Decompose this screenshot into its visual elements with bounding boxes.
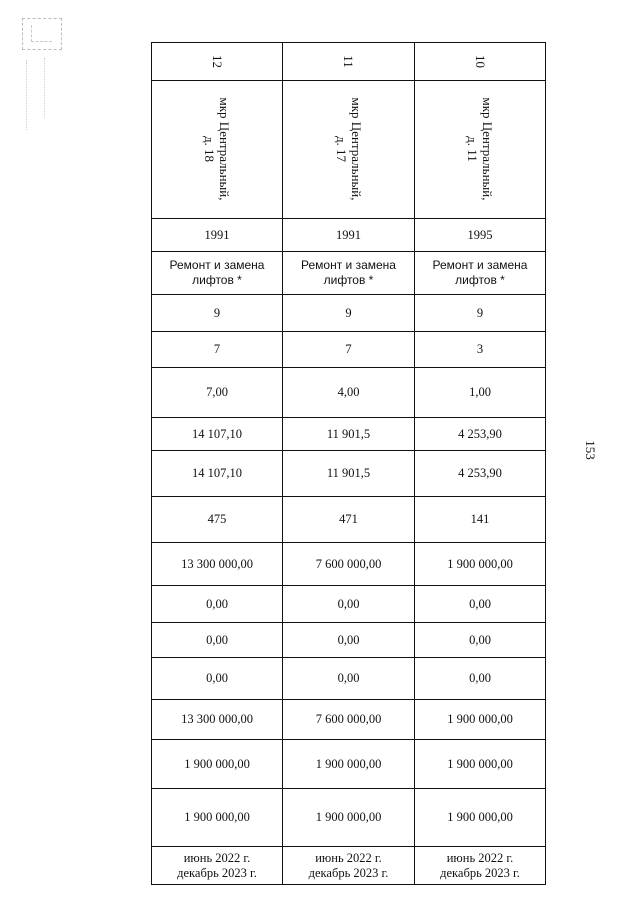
scan-stamp-mark	[22, 18, 62, 50]
cell-number: 11	[283, 43, 415, 81]
row-lifts	[152, 368, 546, 418]
cell-work-type	[415, 252, 546, 295]
cell-fund-a: 0,00	[152, 586, 283, 623]
cell-entrances: 7	[283, 332, 415, 368]
period-end: декабрь 2023 г.	[440, 865, 520, 880]
cell-area-living: 4 253,90	[415, 451, 546, 497]
cell-unit-cost: 1 900 000,00	[152, 740, 283, 789]
work-type-line1: Ремонт и замена	[301, 258, 396, 272]
cell-number: 12	[152, 43, 283, 81]
scan-artifact	[44, 58, 48, 118]
scan-stamp-inner	[31, 25, 52, 42]
cell-cost-total: 7 600 000,00	[283, 543, 415, 586]
cell-period	[283, 847, 415, 885]
page-number-text: 153	[583, 440, 598, 460]
cell-address: мкр Центральный, д. 11	[415, 81, 546, 219]
cell-fund-b: 0,00	[415, 623, 546, 658]
cell-fund-c: 0,00	[152, 658, 283, 700]
row-floors	[152, 295, 546, 332]
cell-period	[415, 847, 546, 885]
cell-work-type	[152, 252, 283, 295]
cell-address: мкр Центральный, д. 17	[283, 81, 415, 219]
work-type-line1: Ремонт и замена	[169, 258, 265, 272]
row-entrances	[152, 332, 546, 368]
cell-unit-cost-max: 1 900 000,00	[152, 789, 283, 847]
work-type-line2: лифтов *	[455, 273, 505, 287]
period-start: июнь 2022 г.	[183, 850, 251, 865]
cell-cost-total: 1 900 000,00	[415, 543, 546, 586]
cell-unit-cost-max: 1 900 000,00	[415, 789, 546, 847]
row-fund-a	[152, 586, 546, 623]
page-number	[578, 440, 602, 460]
cell-area-total: 11 901,5	[283, 418, 415, 451]
cell-cost-total: 13 300 000,00	[152, 543, 283, 586]
cell-lifts: 1,00	[415, 368, 546, 418]
row-address	[152, 81, 546, 219]
row-fund-owners	[152, 700, 546, 740]
row-fund-c	[152, 658, 546, 700]
row-area-total	[152, 418, 546, 451]
cell-year: 1991	[283, 219, 415, 252]
period-start: июнь 2022 г.	[446, 850, 514, 865]
cell-number: 10	[415, 43, 546, 81]
cell-lifts: 7,00	[152, 368, 283, 418]
cell-floors: 9	[415, 295, 546, 332]
cell-lifts: 4,00	[283, 368, 415, 418]
cell-year: 1995	[415, 219, 546, 252]
cell-unit-cost: 1 900 000,00	[415, 740, 546, 789]
cell-unit-cost-max: 1 900 000,00	[283, 789, 415, 847]
scan-artifact	[26, 60, 30, 130]
row-number	[152, 43, 546, 81]
row-period	[152, 847, 546, 885]
cell-fund-a: 0,00	[283, 586, 415, 623]
row-residents	[152, 497, 546, 543]
cell-floors: 9	[152, 295, 283, 332]
cell-fund-b: 0,00	[152, 623, 283, 658]
cell-period	[152, 847, 283, 885]
cell-floors: 9	[283, 295, 415, 332]
cell-fund-c: 0,00	[283, 658, 415, 700]
row-unit-cost-max	[152, 789, 546, 847]
cell-fund-c: 0,00	[415, 658, 546, 700]
row-area-living	[152, 451, 546, 497]
repair-program-table	[151, 42, 546, 885]
row-work-type	[152, 252, 546, 295]
work-type-line2: лифтов *	[192, 273, 242, 287]
work-type-line1: Ремонт и замена	[432, 258, 528, 272]
cell-residents: 475	[152, 497, 283, 543]
cell-area-living: 14 107,10	[152, 451, 283, 497]
cell-entrances: 3	[415, 332, 546, 368]
row-fund-b	[152, 623, 546, 658]
period-start: июнь 2022 г.	[315, 850, 382, 865]
row-unit-cost	[152, 740, 546, 789]
cell-residents: 471	[283, 497, 415, 543]
period-end: декабрь 2023 г.	[177, 865, 257, 880]
row-year	[152, 219, 546, 252]
cell-year: 1991	[152, 219, 283, 252]
cell-fund-b: 0,00	[283, 623, 415, 658]
cell-fund-a: 0,00	[415, 586, 546, 623]
cell-residents: 141	[415, 497, 546, 543]
cell-area-total: 14 107,10	[152, 418, 283, 451]
work-type-line2: лифтов *	[323, 273, 374, 287]
cell-area-total: 4 253,90	[415, 418, 546, 451]
period-end: декабрь 2023 г.	[308, 865, 389, 880]
cell-unit-cost: 1 900 000,00	[283, 740, 415, 789]
cell-fund-owners: 7 600 000,00	[283, 700, 415, 740]
cell-fund-owners: 13 300 000,00	[152, 700, 283, 740]
cell-entrances: 7	[152, 332, 283, 368]
cell-area-living: 11 901,5	[283, 451, 415, 497]
cell-fund-owners: 1 900 000,00	[415, 700, 546, 740]
row-cost-total	[152, 543, 546, 586]
cell-address: мкр Центральный, д. 18	[152, 81, 283, 219]
cell-work-type	[283, 252, 415, 295]
